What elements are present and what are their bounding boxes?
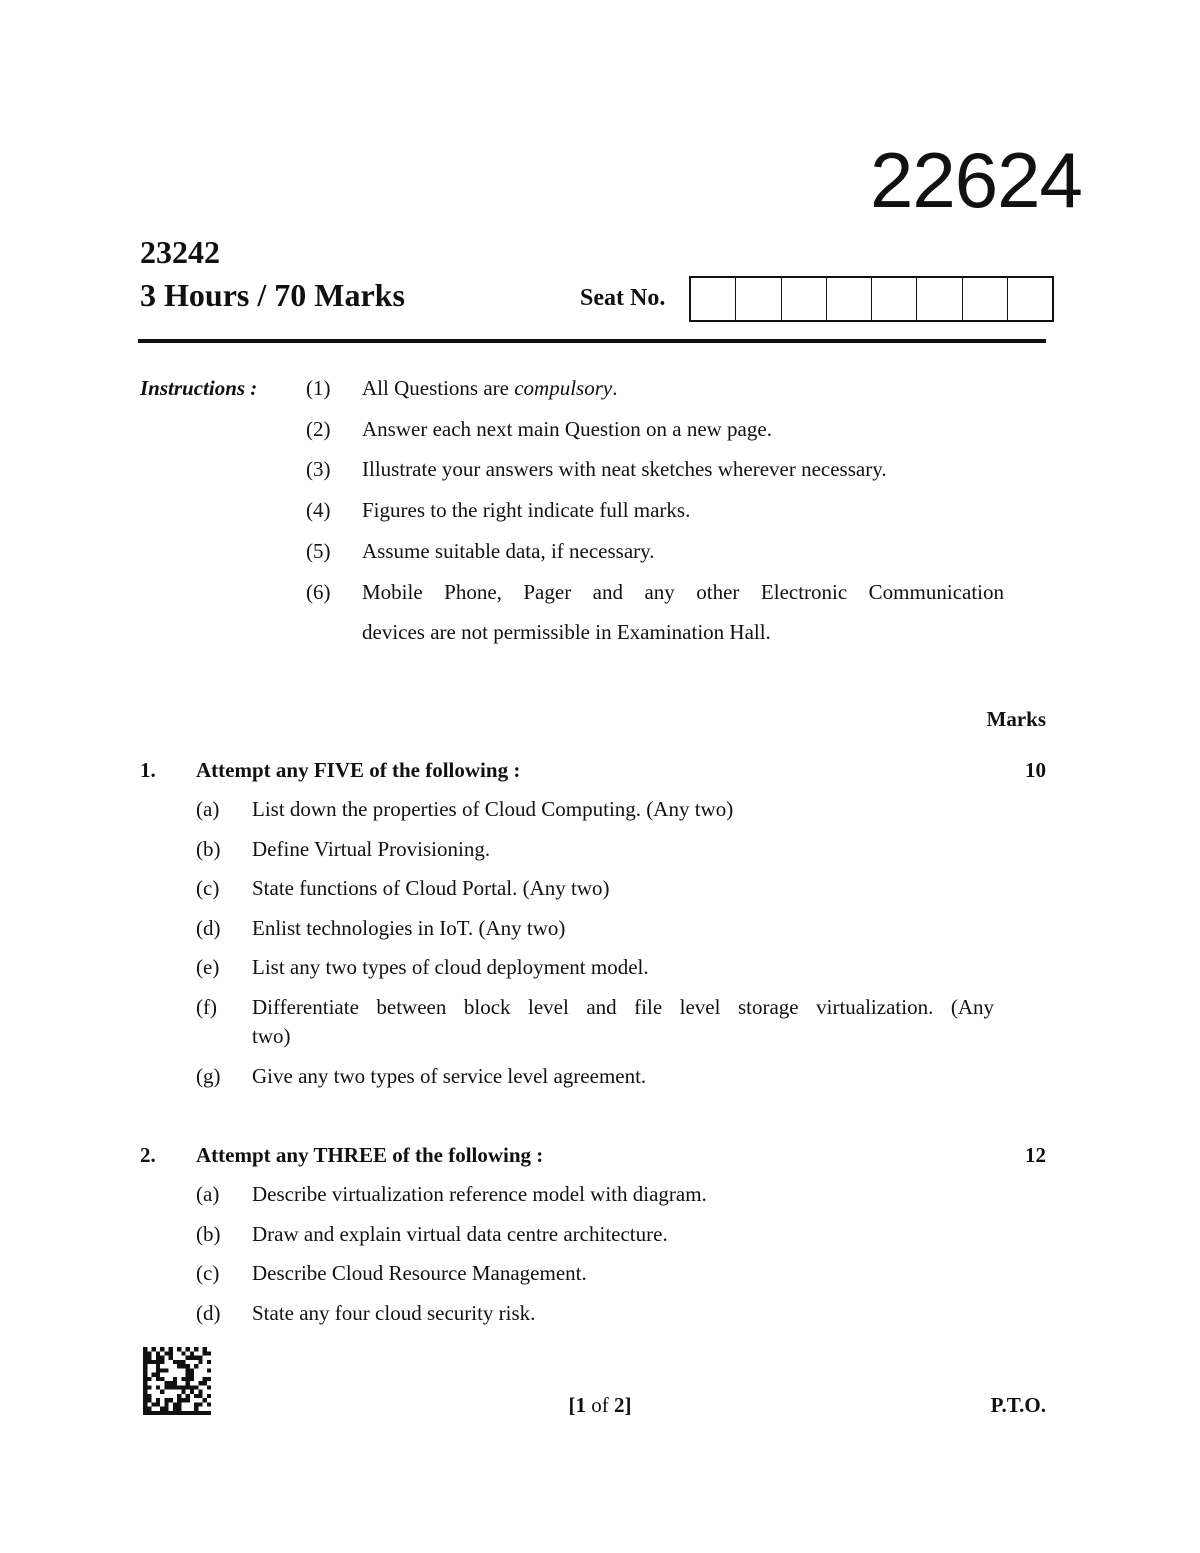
instruction-number: (3) [306,457,331,481]
instruction-number: (4) [306,498,331,522]
question-title: Attempt any FIVE of the following : [196,758,521,782]
seat-digit-box[interactable] [1008,278,1052,320]
marks-column-heading: Marks [986,707,1046,731]
sub-question-text: Give any two types of service level agreement. [252,1064,647,1088]
instruction-text: Figures to the right indicate full marks. [362,498,691,522]
sub-question-label: (c) [196,1261,220,1285]
seat-digit-box[interactable] [736,278,781,320]
instruction-text: Mobile Phone, Pager and any other Electronic Communication [362,580,1004,604]
paper-code: 23242 [140,234,220,270]
instruction-number: (6) [306,580,331,604]
instruction-number: (2) [306,417,331,441]
sub-question-text: Draw and explain virtual data centre architecture. [252,1222,668,1246]
seat-digit-box[interactable] [691,278,736,320]
sub-question-label: (b) [196,1222,221,1246]
sub-question-label: (b) [196,837,221,861]
seat-number-boxes[interactable] [689,276,1054,322]
instruction-text-continued: devices are not permissible in Examination Hall. [362,620,771,644]
page-number: [1 of 2] [568,1393,632,1417]
sub-question-text: List down the properties of Cloud Computing. (Any two) [252,797,734,821]
sub-question-label: (d) [196,916,221,940]
sub-question-label: (a) [196,797,220,821]
duration-marks: 3 Hours / 70 Marks [140,277,405,313]
instructions-label: Instructions : [140,376,258,400]
sub-question-text-continued: two) [252,1024,291,1048]
question-number: 2. [140,1143,156,1167]
please-turn-over: P.T.O. [990,1393,1046,1417]
sub-question-label: (a) [196,1182,220,1206]
question-marks: 10 [1025,758,1046,782]
instruction-text: Answer each next main Question on a new page. [362,417,772,441]
instruction-number: (1) [306,376,331,400]
instruction-text: Assume suitable data, if necessary. [362,539,655,563]
sub-question-label: (c) [196,876,220,900]
seat-digit-box[interactable] [917,278,962,320]
instruction-number: (5) [306,539,331,563]
seat-digit-box[interactable] [827,278,872,320]
sub-question-text: Describe Cloud Resource Management. [252,1261,587,1285]
instruction-emphasis: compulsory [514,376,613,400]
sub-question-label: (d) [196,1301,221,1325]
seat-digit-box[interactable] [963,278,1008,320]
sub-question-label: (g) [196,1064,221,1088]
sub-question-text: Enlist technologies in IoT. (Any two) [252,916,566,940]
question-number: 1. [140,758,156,782]
sub-question-text: State functions of Cloud Portal. (Any two) [252,876,610,900]
header-divider [138,339,1046,343]
sub-question-text: Differentiate between block level and file level storage virtualization. (Any [252,995,994,1019]
sub-question-text: List any two types of cloud deployment model. [252,955,649,979]
data-matrix-code [143,1347,211,1415]
instruction-text: All Questions are compulsory. [362,376,618,400]
sub-question-label: (e) [196,955,220,979]
question-title: Attempt any THREE of the following : [196,1143,544,1167]
seat-digit-box[interactable] [782,278,827,320]
sub-question-text: Describe virtualization reference model with diagram. [252,1182,707,1206]
instruction-text: Illustrate your answers with neat sketches wherever necessary. [362,457,887,481]
seat-digit-box[interactable] [872,278,917,320]
sub-question-text: Define Virtual Provisioning. [252,837,491,861]
sub-question-label: (f) [196,995,217,1019]
question-marks: 12 [1025,1143,1046,1167]
sub-question-text: State any four cloud security risk. [252,1301,536,1325]
seat-number-label: Seat No. [580,285,666,311]
subject-code: 22624 [870,136,1082,224]
